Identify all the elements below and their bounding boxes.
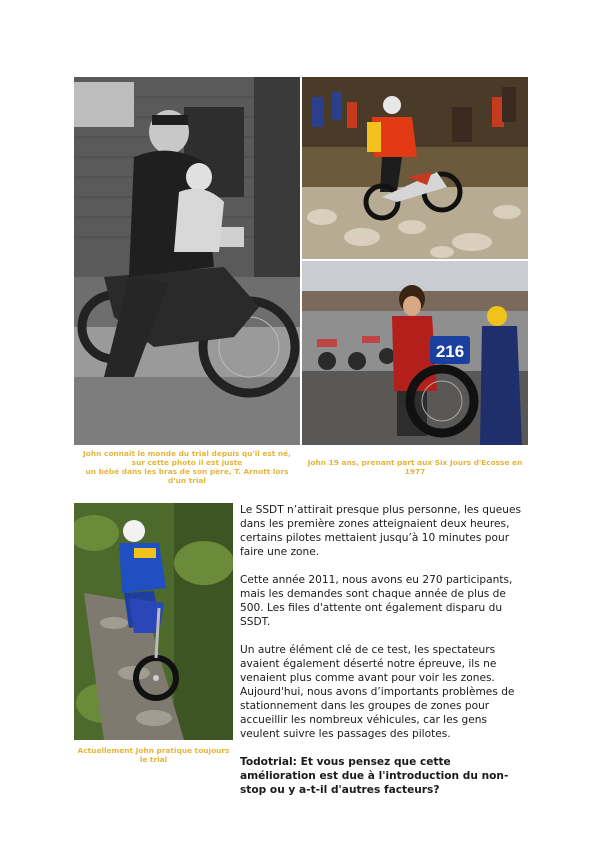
article-paragraph: Le SSDT n’attirait presque plus personne, les queues dans les première zones atteignaient deux heures, certains pilotes mettaient jusqu’à 10 minutes pour faire une zone. bbox=[240, 504, 521, 558]
caption-line: d'un trial bbox=[168, 476, 206, 485]
caption-line: John connaît le monde du trial depuis qu'il est né, bbox=[83, 449, 291, 458]
article-paragraph: Un autre élément clé de ce test, les spectateurs avaient également déserté notre épreuve, ils ne venaient plus comme avant pour voir les zones. Aujourd'hui, nous avons d’importants problèmes de stationnement dans les groupes de zones pour accueillir les nombreux véhicules, car les gens veulent suivre les passages des pilotes. bbox=[240, 644, 515, 740]
caption-line: Actuellement John pratique toujours bbox=[77, 746, 230, 755]
race-number-plate: 216 bbox=[435, 342, 465, 361]
photo-ssdt-section-1977 bbox=[302, 77, 528, 259]
caption-john-19 bbox=[302, 458, 528, 476]
photo-father-with-baby bbox=[74, 77, 300, 445]
photo-john-today bbox=[74, 503, 233, 740]
caption-line: le trial bbox=[139, 755, 168, 764]
caption-line: un bébé dans les bras de son père, T. Arnott lors bbox=[85, 467, 289, 476]
caption-line: sur cette photo il est juste bbox=[131, 458, 243, 467]
article-paragraph: Cette année 2011, nous avons eu 270 participants, mais les demandes sont chaque année de plus de 500. Les files d'attente ont également disparu du SSDT. bbox=[240, 574, 513, 628]
article-body bbox=[240, 503, 530, 811]
caption-line: John 19 ans, prenant part aux Six Jours d'Ecosse en bbox=[307, 458, 523, 467]
caption-father-baby bbox=[74, 449, 300, 485]
interview-question: Todotrial: Et vous pensez que cette amélioration est due à l'introduction du non-stop ou y a-t-il d'autres facteurs? bbox=[240, 756, 509, 796]
caption-john-today bbox=[74, 746, 233, 764]
caption-line: 1977 bbox=[404, 467, 426, 476]
photo-john-19-bike bbox=[302, 261, 528, 445]
